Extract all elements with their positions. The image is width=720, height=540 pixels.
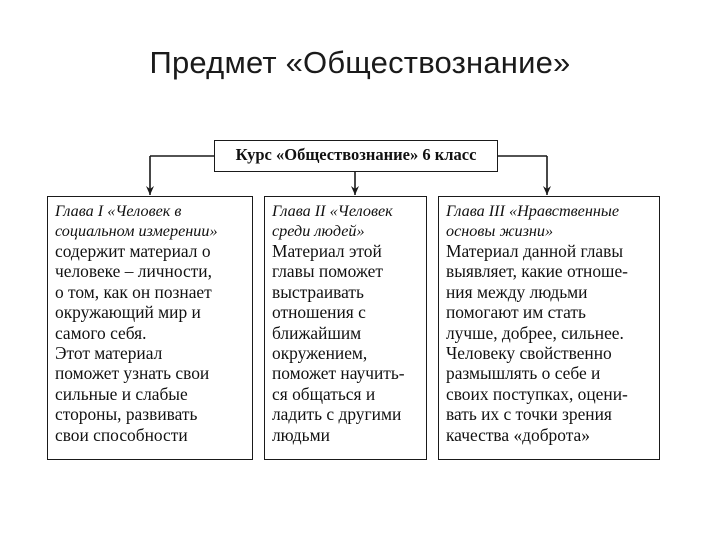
course-box: Курс «Обществознание» 6 класс bbox=[214, 140, 498, 172]
chapter-2-heading: Глава II «Человек среди людей» bbox=[272, 202, 393, 240]
chapter-3-box bbox=[438, 196, 660, 460]
chapter-2-text: Материал этой главы поможет выстраивать отношения с ближайшим окружением, поможет научить- ся общаться и ладить с другими людьми bbox=[272, 241, 405, 445]
slide-title: Предмет «Обществознание» bbox=[149, 45, 571, 80]
chapter-1-text: содержит материал о человеке – личности, о том, как он познает окружающий мир и самого себя. Этот материал поможет узнать свои сильные и слабые стороны, развивать свои способности bbox=[55, 241, 212, 445]
chapter-1-box bbox=[47, 196, 253, 460]
chapter-3-heading: Глава III «Нравственные основы жизни» bbox=[446, 202, 620, 240]
chapter-3-text: Материал данной главы выявляет, какие отноше- ния между людьми помогают им стать лучше, добрее, сильнее. Человеку свойственно размышлять о себе и своих поступках, оцени- вать их с точки зрения качества «доброта» bbox=[446, 241, 628, 445]
chapter-1-heading: Глава I «Человек в социальном измерении» bbox=[55, 202, 218, 240]
chapter-2-box bbox=[264, 196, 427, 460]
